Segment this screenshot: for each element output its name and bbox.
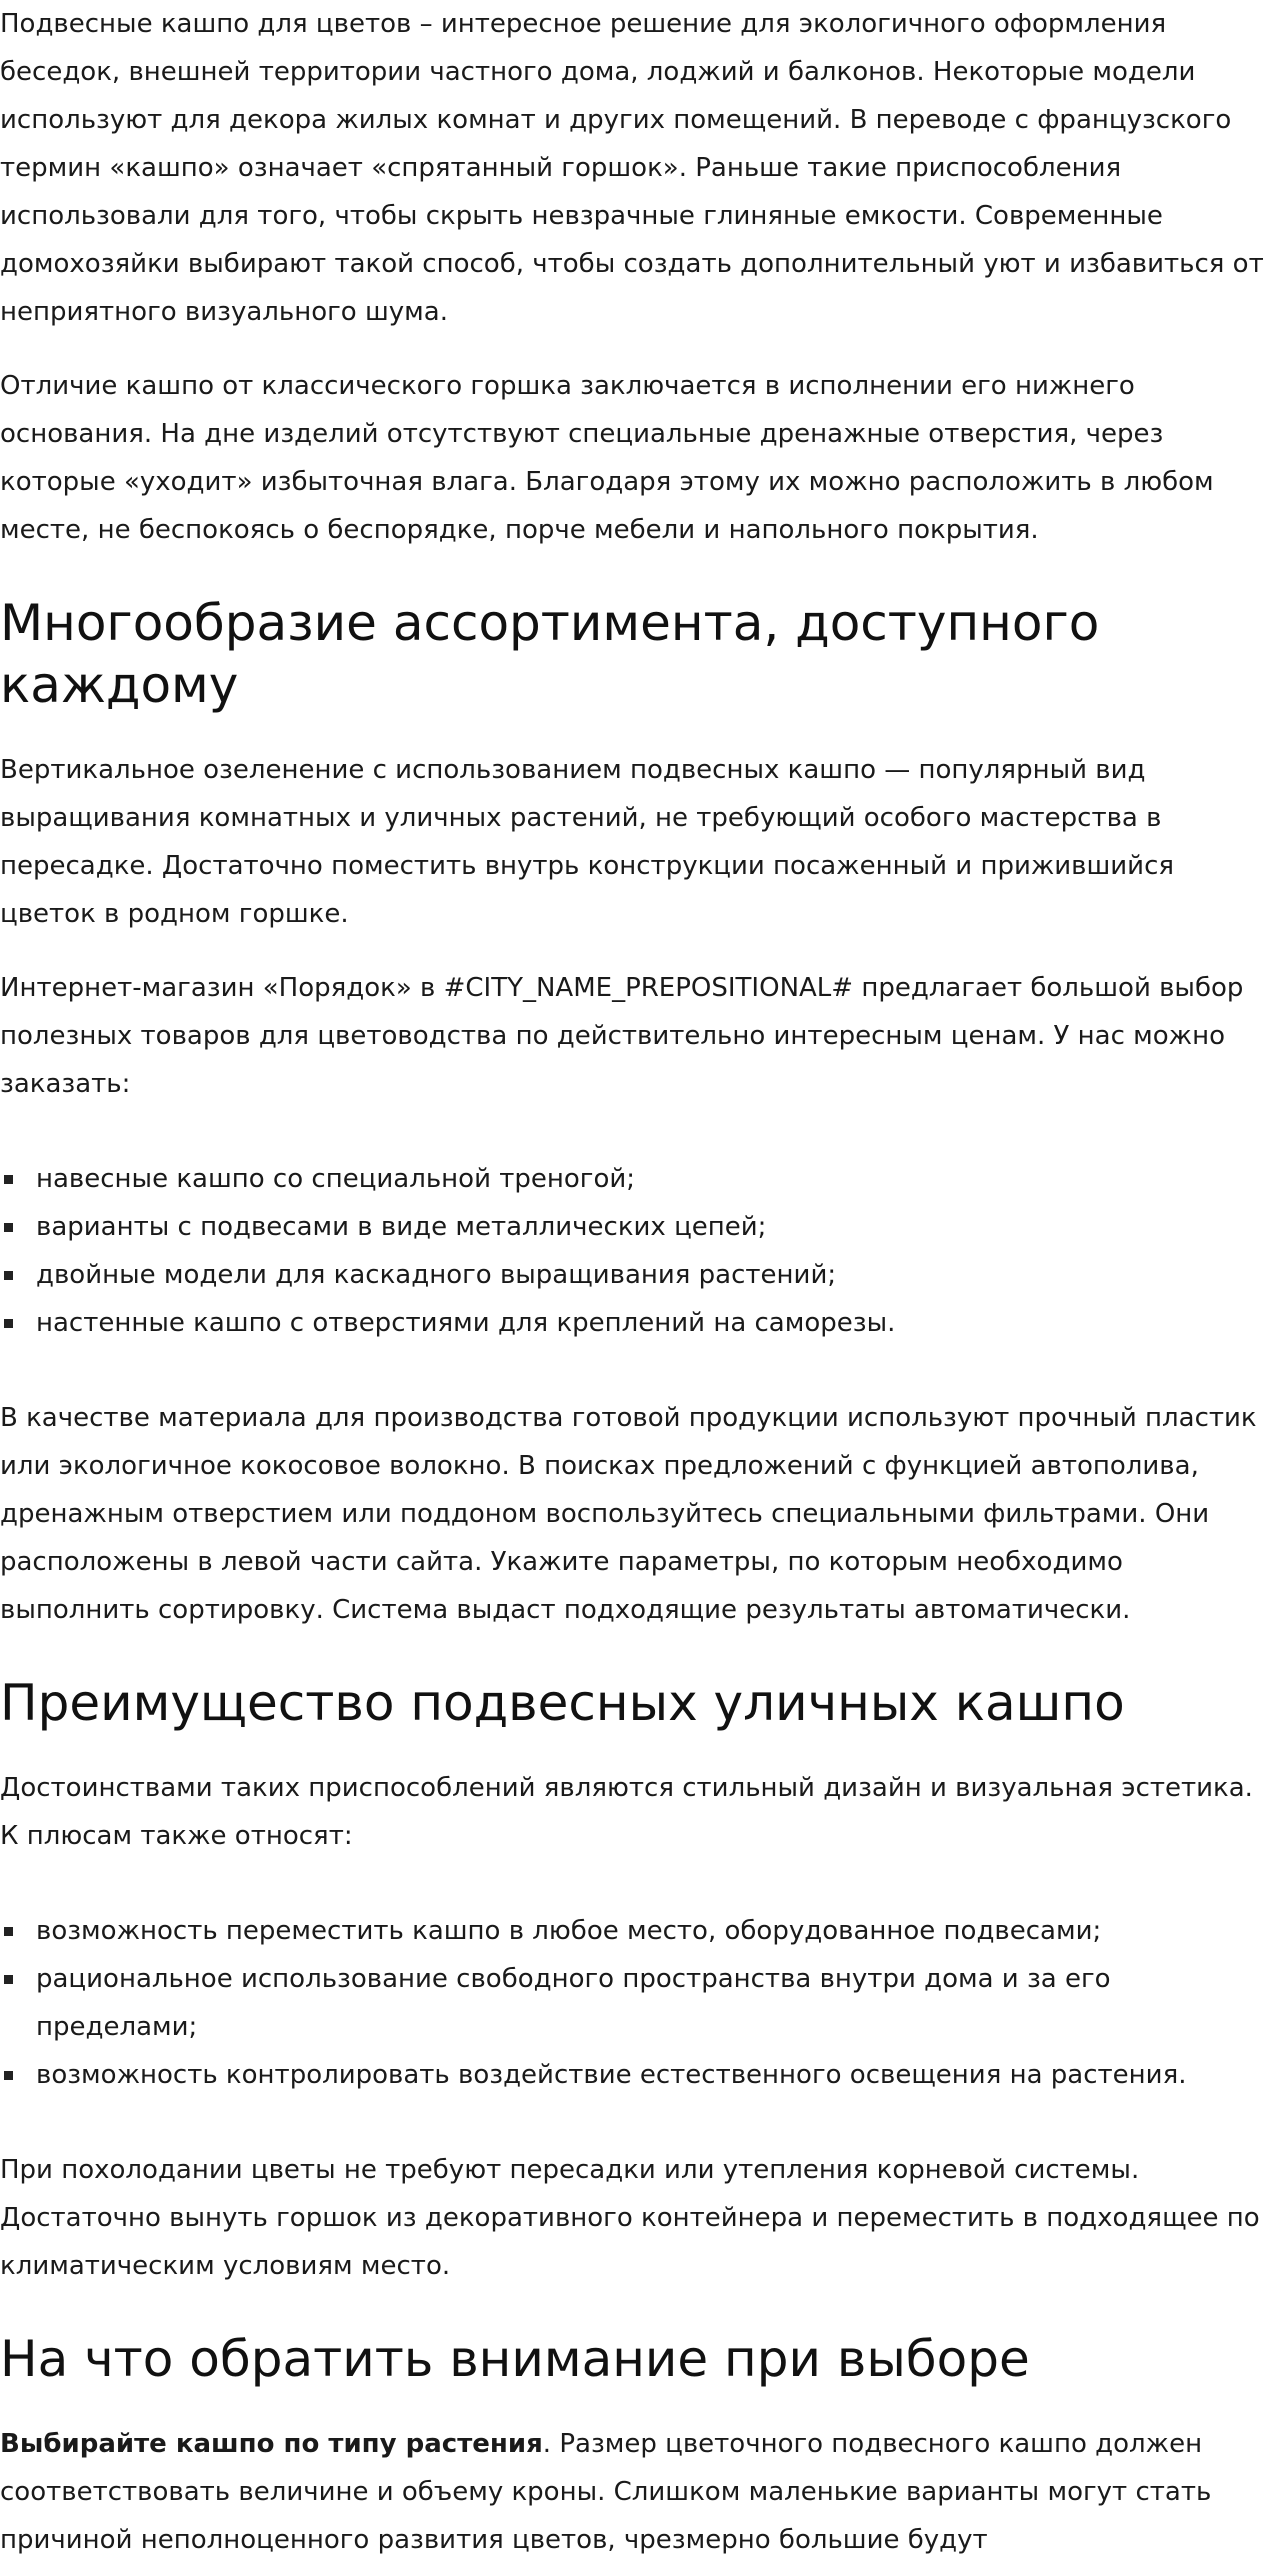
list-item-text: навесные кашпо со специальной треногой;	[36, 1164, 636, 1194]
bullet-square-icon	[4, 1975, 13, 1984]
paragraph-cold-weather: При похолодании цветы не требуют пересадки или утепления корневой системы. Достаточно вынуть горшок из декоративного контейнера и переместить в подходящее по климатическим условиям место.	[0, 2155, 1260, 2281]
emphasis-choose-by-plant: Выбирайте кашпо по типу растения	[0, 2429, 543, 2459]
list-item-text: настенные кашпо с отверстиями для креплений на саморезы.	[36, 1308, 896, 1338]
list-item	[0, 1251, 1264, 1299]
list-item-text: возможность переместить кашпо в любое место, оборудованное подвесами;	[36, 1916, 1102, 1946]
paragraph-advantages-intro: Достоинствами таких приспособлений являются стильный дизайн и визуальная эстетика. К плюсам также относят:	[0, 1773, 1253, 1851]
list-item-text: возможность контролировать воздействие естественного освещения на растения.	[36, 2060, 1187, 2090]
list-item	[0, 1907, 1264, 1955]
list-advantages	[0, 1907, 1264, 2099]
list-product-types	[0, 1155, 1264, 1347]
bullet-square-icon	[4, 1271, 13, 1280]
heading-choosing: На что обратить внимание при выборе	[0, 2330, 1030, 2388]
paragraph-materials: В качестве материала для производства готовой продукции используют прочный пластик или экологичное кокосовое волокно. В поисках предложений с функцией автополива, дренажным отверстием или поддоном воспользуйтесь специальными фильтрами. Они расположены в левой части сайта. Укажите параметры, по которым необходимо выполнить сортировку. Система выдаст подходящие результаты автоматически.	[0, 1403, 1257, 1625]
bullet-square-icon	[4, 1175, 13, 1184]
paragraph-vertical-greening: Вертикальное озеленение с использованием подвесных кашпо — популярный вид выращивания комнатных и уличных растений, не требующий особого мастерства в пересадке. Достаточно поместить внутрь конструкции посаженный и прижившийся цветок в родном горшке.	[0, 755, 1175, 929]
paragraph-choose-by-plant	[0, 2420, 1264, 2564]
list-item-text: варианты с подвесами в виде металлических цепей;	[36, 1212, 767, 1242]
list-item	[0, 1299, 1264, 1347]
bullet-square-icon	[4, 1927, 13, 1936]
list-item	[0, 1203, 1264, 1251]
list-item-text: рациональное использование свободного пространства внутри дома и за его пределами;	[36, 1964, 1111, 2042]
bullet-square-icon	[4, 2071, 13, 2080]
bullet-square-icon	[4, 1223, 13, 1232]
paragraph-store-offer: Интернет-магазин «Порядок» в #CITY_NAME_PREPOSITIONAL# предлагает большой выбор полезных товаров для цветоводства по действительно интересным ценам. У нас можно заказать:	[0, 973, 1244, 1099]
heading-advantages: Преимущество подвесных уличных кашпо	[0, 1674, 1125, 1732]
list-item	[0, 2051, 1264, 2099]
heading-assortment: Многообразие ассортимента, доступного каждому	[0, 594, 1100, 714]
list-item	[0, 1155, 1264, 1203]
list-item-text: двойные модели для каскадного выращивания растений;	[36, 1260, 837, 1290]
bullet-square-icon	[4, 1319, 13, 1328]
list-item	[0, 1955, 1264, 2051]
paragraph-intro: Подвесные кашпо для цветов – интересное решение для экологичного оформления беседок, внешней территории частного дома, лоджий и балконов. Некоторые модели используют для декора жилых комнат и других помещений. В переводе с французского термин «кашпо» означает «спрятанный горшок». Раньше такие приспособления использовали для того, чтобы скрыть невзрачные глиняные емкости. Современные домохозяйки выбирают такой способ, чтобы создать дополнительный уют и избавиться от неприятного визуального шума.	[0, 9, 1264, 327]
paragraph-choose-by-plant-text: . Размер цветочного подвесного кашпо должен соответствовать величине и объему кроны. Слишком маленькие варианты могут стать причиной неполноценного развития цветов, чрезмерно большие будут	[0, 2429, 1212, 2555]
paragraph-difference: Отличие кашпо от классического горшка заключается в исполнении его нижнего основания. На дне изделий отсутствуют специальные дренажные отверстия, через которые «уходит» избыточная влага. Благодаря этому их можно расположить в любом месте, не беспокоясь о беспорядке, порче мебели и напольного покрытия.	[0, 371, 1214, 545]
